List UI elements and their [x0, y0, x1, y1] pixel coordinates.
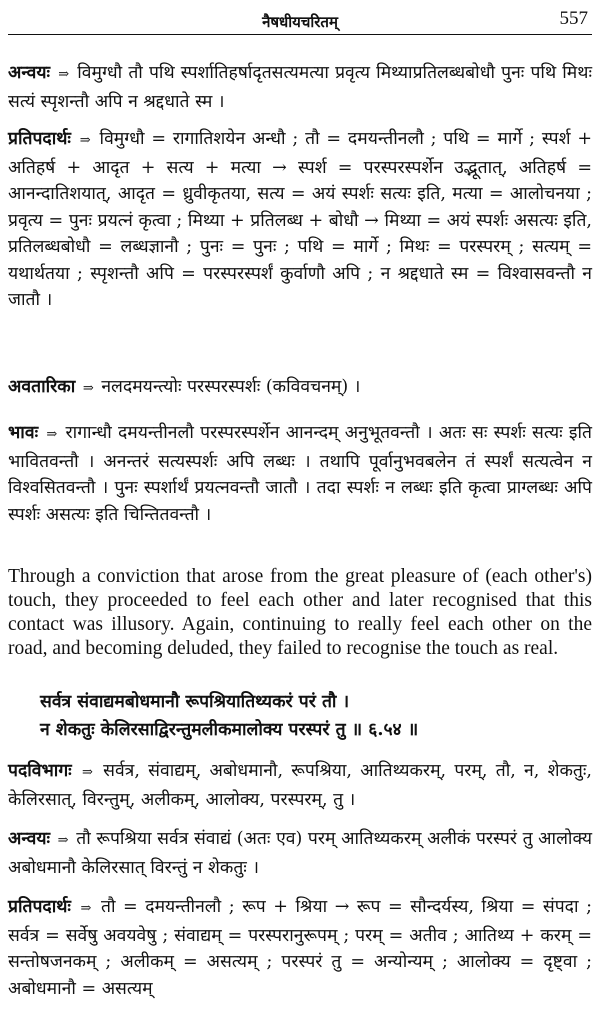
page-number: 557 — [559, 8, 588, 29]
arrow-icon: ⇒ — [82, 381, 94, 396]
arrow-icon: ⇒ — [46, 427, 58, 442]
header-rule — [8, 34, 592, 35]
avatarika-text: नलदमयन्त्योः परस्परस्पर्शः (कविवचनम्) । — [101, 377, 361, 397]
running-title: नैषधीयचरितम् — [262, 13, 338, 31]
bhava-block — [8, 420, 592, 528]
padavibhaga-label: पदविभागः — [8, 761, 72, 781]
english-translation: Through a conviction that arose from the great pleasure of (each other's) touch, they proceeded to feel each other and later recognised that this contact was illusory. Again, continuing to really feel each other on the road, and becoming deluded, they failed to recognise the touch as real. — [8, 566, 592, 659]
anvaya-label: अन्वयः — [8, 829, 51, 849]
arrow-icon: ⇒ — [58, 67, 70, 82]
pratipadartha-label: प्रतिपदार्थः — [8, 129, 71, 149]
arrow-icon: ⇒ — [80, 901, 92, 916]
anvaya-block-1 — [8, 60, 592, 115]
verse-line-2: न शेकतुः केलिरसाद्विरन्तुमलीकमालोक्य परस्परं तु ॥ ६.५४ ॥ — [40, 720, 419, 740]
pratipadartha-block-2 — [8, 894, 592, 1002]
arrow-icon: ⇒ — [79, 133, 91, 148]
anvaya-label: अन्वयः — [8, 63, 51, 83]
pratipadartha-label: प्रतिपदार्थः — [8, 897, 71, 917]
pratipadartha-block-1 — [8, 126, 592, 314]
pratipadartha-text: विमुग्धौ = रागातिशयेन अन्धौ ; तौ = दमयन्तीनलौ ; पथि = मार्गे ; स्पर्श + अतिहर्ष + आदृत + सत्य + मत्या → स्पर्श = परस्परस्पर्शेन उद्भूतात्, अतिहर्ष = आनन्दातिशयात्, आदृत = ध्रुवीकृतया, सत्य = अयं स्पर्शः सत्यः इति, मत्या = आलोचनया ; प्रवृत्य = पुनः प्रयत्नं कृत्वा ; मिथ्या + प्रतिलब्ध + बोधौ → मिथ्या = अयं स्पर्शः असत्यः इति, प्रतिलब्धबोधौ = लब्धज्ञानौ ; पुनः = पुनः ; पथि = मार्गे ; मिथः = परस्परम् ; सत्यम् = यथार्थतया ; स्पृशन्तौ अपि = परस्परस्पर्शं कुर्वाणौ अपि ; न श्रद्दधाते स्म = विश्वासवन्तौ न जातौ । — [8, 129, 592, 310]
bhava-label: भावः — [8, 423, 39, 443]
verse-line-1: सर्वत्र संवाद्यमबोधमानौ रूपश्रियातिथ्यकरं परं तौ । — [40, 692, 350, 712]
avatarika-label: अवतारिका — [8, 377, 76, 397]
arrow-icon: ⇒ — [57, 833, 69, 848]
anvaya-text: तौ रूपश्रिया सर्वत्र संवाद्यं (अतः एव) परम् आतिथ्यकरम् अलीकं परस्परं तु आलोक्य अबोधमानौ केलिरसात् विरन्तुं न शेकतुः । — [8, 829, 592, 878]
arrow-icon: ⇒ — [81, 765, 93, 780]
anvaya-block-2 — [8, 826, 592, 881]
anvaya-text: विमुग्धौ तौ पथि स्पर्शातिहर्षादृतसत्यमत्या प्रवृत्य मिथ्याप्रतिलब्धबोधौ पुनः पथि मिथः सत्यं स्पृशन्तौ अपि न श्रद्दधाते स्म । — [8, 63, 592, 112]
padavibhaga-block — [8, 758, 592, 813]
padavibhaga-text: सर्वत्र, संवाद्यम्, अबोधमानौ, रूपश्रिया, आतिथ्यकरम्, परम्, तौ, न, शेकतुः, केलिरसात्, विरन्तुम्, अलीकम्, आलोक्य, परस्परम्, तु । — [8, 761, 592, 810]
bhava-text: रागान्धौ दमयन्तीनलौ परस्परस्पर्शेन आनन्दम् अनुभूतवन्तौ । अतः सः स्पर्शः सत्यः इति भावितवन्तौ । अनन्तरं सत्यस्पर्शः अपि लब्धः । तथापि पूर्वानुभवबलेन तं स्पर्शं सत्यत्वेन न विश्वसितवन्तौ । पुनः स्पर्शार्थं प्रयत्नवन्तौ जातौ । तदा स्पर्शः न लब्धः इति कृत्वा प्राग्लब्धः अपि स्पर्शः असत्यः इति चिन्तितवन्तौ । — [8, 423, 592, 525]
avatarika-block — [8, 374, 592, 403]
page-header — [8, 6, 592, 36]
pratipadartha-text: तौ = दमयन्तीनलौ ; रूप + श्रिया → रूप = सौन्दर्यस्य, श्रिया = संपदा ; सर्वत्र = सर्वेषु अवयवेषु ; संवाद्यम् = परस्परानुरूपम् ; परम् = अतीव ; आतिथ्य + करम् = सन्तोषजनकम् ; अलीकम् = असत्यम् ; परस्परं तु = अन्योन्यम् ; आलोक्य = दृष्ट्वा ; अबोधमानौ = असत्यम् — [8, 897, 592, 999]
